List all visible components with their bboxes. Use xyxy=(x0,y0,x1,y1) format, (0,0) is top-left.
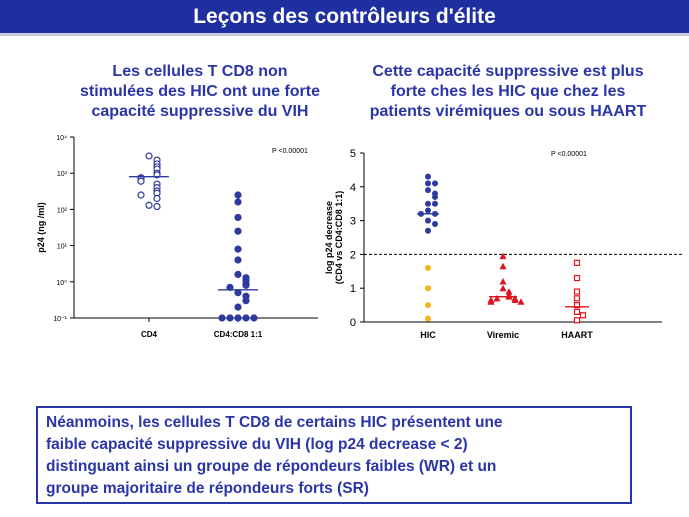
y-tick-label: 10⁰ xyxy=(56,279,67,287)
conclusion-line: Néanmoins, les cellules T CD8 de certains HIC présentent une xyxy=(46,414,503,431)
data-point xyxy=(425,187,431,193)
x-category-label: CD4:CD8 1:1 xyxy=(213,330,263,339)
data-point xyxy=(425,228,431,234)
data-point xyxy=(432,194,438,200)
conclusion-box xyxy=(36,406,632,504)
x-category-label: Viremic xyxy=(486,330,520,340)
data-point xyxy=(425,207,431,213)
data-point xyxy=(432,221,438,227)
data-point xyxy=(432,180,438,186)
y-axis-label: (CD4 vs CD4:CD8 1:1) xyxy=(334,190,344,285)
data-point xyxy=(581,313,586,318)
x-category-label: CD4 xyxy=(140,330,158,339)
x-category-label: HIC xyxy=(420,330,436,340)
data-point xyxy=(500,263,507,270)
left-heading-line: Les cellules T CD8 non xyxy=(112,63,288,80)
data-point xyxy=(575,318,580,323)
data-point xyxy=(518,298,525,305)
data-point xyxy=(500,285,507,292)
left-heading-line: capacité suppressive du VIH xyxy=(91,103,309,120)
conclusion-line: faible capacité suppressive du VIH (log p24 decrease < 2) xyxy=(46,436,468,453)
y-tick-label: 10³ xyxy=(56,171,67,179)
data-point xyxy=(425,180,431,186)
right-heading-line: patients virémiques ou sous HAART xyxy=(369,103,647,120)
data-point xyxy=(575,260,580,265)
data-point xyxy=(425,302,431,308)
y-tick-label: 10⁻¹ xyxy=(53,316,67,323)
data-point xyxy=(500,253,507,260)
y-tick-label: 10⁴ xyxy=(56,135,67,142)
y-tick-label: 3 xyxy=(349,215,356,228)
left-heading-line: stimulées des HIC ont une forte xyxy=(79,83,321,100)
data-point xyxy=(425,174,431,180)
data-point xyxy=(575,276,580,281)
p-value-annotation: P <0.00001 xyxy=(272,148,308,155)
data-point xyxy=(425,265,431,271)
right-heading-line: Cette capacité suppressive est plus xyxy=(372,63,644,80)
data-point xyxy=(575,296,580,301)
p-value-annotation: P <0.00001 xyxy=(551,151,587,158)
y-tick-label: 10² xyxy=(56,207,67,215)
y-axis-label: p24 (ng /ml) xyxy=(36,202,46,253)
y-tick-label: 5 xyxy=(349,148,356,160)
data-point xyxy=(425,316,431,322)
y-axis-label: log p24 decrease xyxy=(324,200,334,275)
y-tick-label: 10¹ xyxy=(56,243,67,251)
data-point xyxy=(500,278,507,285)
data-point xyxy=(432,201,438,207)
y-tick-label: 2 xyxy=(349,249,356,262)
y-tick-label: 4 xyxy=(349,181,356,194)
data-point xyxy=(575,309,580,314)
data-point xyxy=(425,218,431,224)
data-point xyxy=(425,285,431,291)
conclusion-line: distinguant ainsi un groupe de répondeurs faibles (WR) et un xyxy=(46,458,497,475)
conclusion-line: groupe majoritaire de répondeurs forts (SR) xyxy=(46,480,369,497)
data-point xyxy=(575,289,580,294)
data-point xyxy=(494,295,501,302)
x-category-label: HAART xyxy=(561,330,593,340)
data-point xyxy=(425,201,431,207)
slide-title: Leçons des contrôleurs d'élite xyxy=(193,5,496,28)
y-tick-label: 1 xyxy=(349,283,356,296)
right-heading-line: forte ches les HIC que chez les xyxy=(390,83,626,100)
y-tick-label: 0 xyxy=(349,317,356,329)
